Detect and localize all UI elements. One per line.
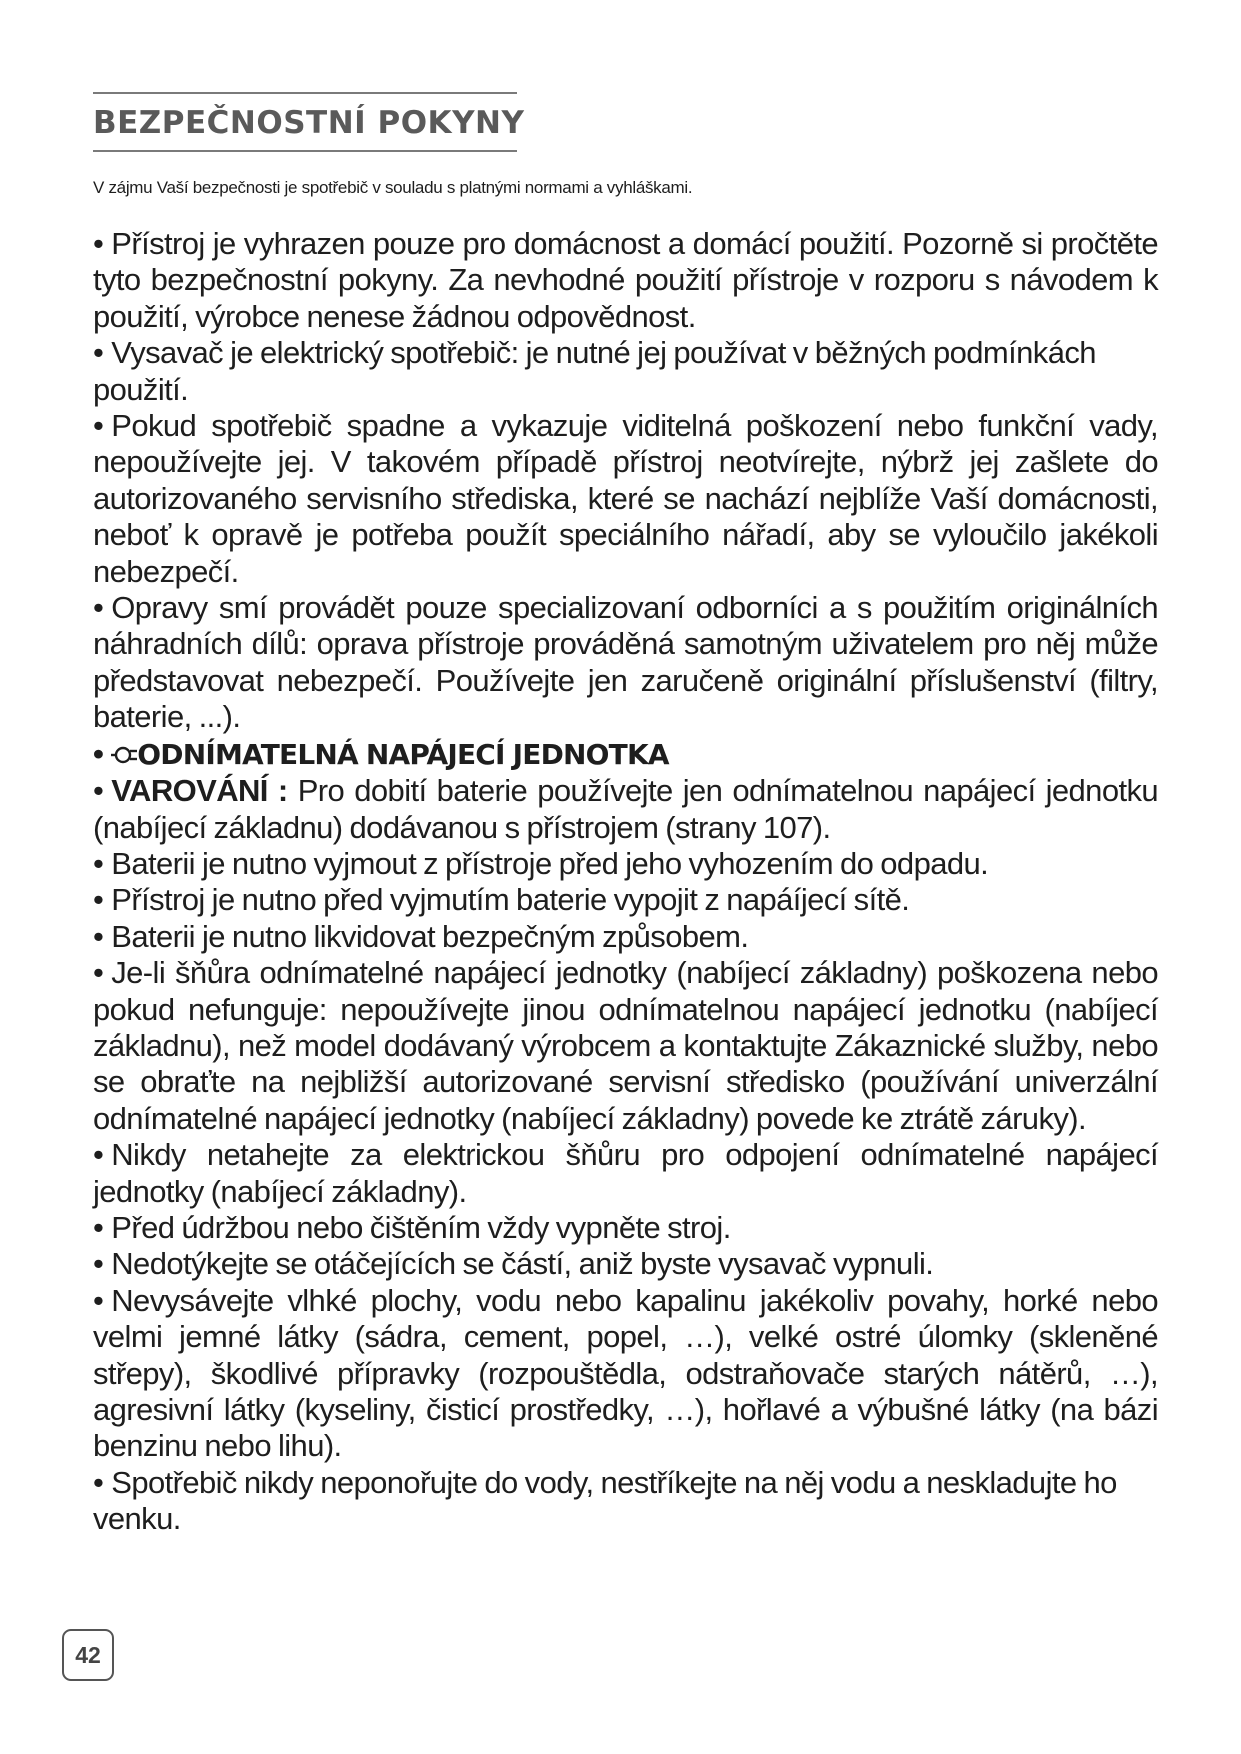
list-item: • Nedotýkejte se otáčejících se částí, aniž byste vysavač vypnuli. — [93, 1246, 934, 1282]
warning-item: • VAROVÁNÍ : Pro dobití baterie používejte jen odnímatelnou napájecí jednotku (nabíjecí základnu) dodávanou s přístrojem (strany 107). — [93, 773, 1159, 845]
list-item: • Baterii je nutno likvidovat bezpečným způsobem. — [93, 918, 749, 954]
section-subheading: • ODNÍMATELNÁ NAPÁJECÍ JEDNOTKA — [93, 735, 669, 771]
intro-text: V zájmu Vaší bezpečnosti je spotřebič v souladu s platnými normami a vyhláškami. — [93, 178, 693, 197]
list-item: • Před údržbou nebo čištěním vždy vypněte stroj. — [93, 1209, 731, 1245]
list-item: • Přístroj je vyhrazen pouze pro domácnost a domácí použití. Pozorně si pročtěte tyto bezpečnostní pokyny. Za nevhodné použití přístroje v rozporu s návodem k použití, výrobce nenese žádnou odpovědnost. — [93, 226, 1158, 334]
top-rule — [93, 92, 517, 94]
warning-label: VAROVÁNÍ : — [111, 773, 288, 809]
list-item: • Je-li šňůra odnímatelné napájecí jednotky (nabíjecí základny) poškozena nebo pokud nefunguje: nepoužívejte jinou odnímatelnou napájecí jednotku (nabíjecí základnu), než model dodávaný výrobcem a kontaktujte Zákaznické služby, nebo se obraťte na nejbližší autorizované servisní středisko (používání univerzální odnímatelné napájecí jednotky (nabíjecí základny) povede ke ztrátě záruky). — [93, 955, 1158, 1136]
bottom-rule — [93, 150, 517, 152]
safety-instructions — [93, 226, 1158, 1538]
plug-icon — [111, 738, 137, 760]
page-title: BEZPEČNOSTNÍ POKYNY — [93, 105, 525, 141]
list-item: • Přístroj je nutno před vyjmutím baterie vypojit z napáíjecí sítě. — [93, 882, 910, 918]
list-item: • Nikdy netahejte za elektrickou šňůru pro odpojení odnímatelné napájecí jednotky (nabíjecí základny). — [93, 1137, 1158, 1209]
list-item: • Vysavač je elektrický spotřebič: je nutné jej používat v běžných podmínkách použití. — [93, 335, 1096, 407]
list-item: • Spotřebič nikdy neponořujte do vody, nestříkejte na něj vodu a neskladujte ho venku. — [93, 1464, 1117, 1537]
list-item: • Baterii je nutno vyjmout z přístroje před jeho vyhozením do odpadu. — [93, 845, 989, 881]
list-item: • Opravy smí provádět pouze specializovaní odborníci a s použitím originálních náhradních dílů: oprava přístroje prováděná samotným uživatelem pro něj může představovat nebezpečí. Používejte jen zaručeně originální příslušenství (filtry, baterie, ...). — [93, 590, 1158, 735]
page-number: 42 — [62, 1629, 114, 1681]
section-heading-block — [93, 92, 525, 152]
list-item: • Pokud spotřebič spadne a vykazuje viditelná poškození nebo funkční vady, nepoužívejte jej. V takovém případě přístroj neotvírejte, nýbrž jej zašlete do autorizovaného servisního střediska, které se nachází nejblíže Vaší domácnosti, neboť k opravě je potřeba použít speciálního nářadí, aby se vyloučilo jakékoli nebezpečí. — [93, 408, 1158, 589]
list-item: • Nevysávejte vlhké plochy, vodu nebo kapalinu jakékoliv povahy, horké nebo velmi jemné látky (sádra, cement, popel, …), velké ostré úlomky (skleněné střepy), škodlivé přípravky (rozpouštědla, odstraňovače starých nátěrů, …), agresivní látky (kyseliny, čisticí prostředky, …), hořlavé a výbušné látky (na bázi benzinu nebo lihu). — [93, 1282, 1158, 1464]
